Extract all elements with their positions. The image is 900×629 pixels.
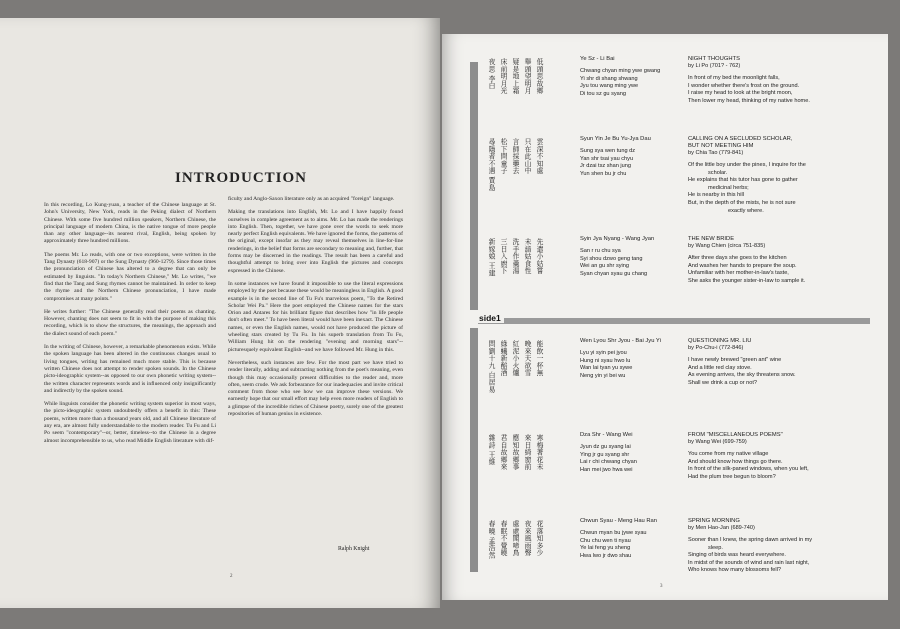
chinese-column: 處處聞啼鳥 — [511, 520, 518, 557]
chinese-column: 春眠不覺曉 — [499, 520, 506, 557]
romanized-title: Syin Jya Nyang - Wang Jyan — [580, 236, 655, 242]
intro-column-2 — [228, 196, 403, 424]
chinese-column: 低頭思故鄉 — [535, 58, 542, 95]
english-line: scholar. — [708, 169, 728, 176]
english-line: Unfamiliar with her mother-in-law's taste, — [688, 270, 789, 277]
chinese-column: 君自故鄉來 — [499, 434, 506, 471]
chinese-column: 只在此山中 — [523, 138, 530, 175]
romanized-line: Hung ni syau hwo lu — [580, 357, 631, 364]
chinese-column: 新嫁娘 王建 — [487, 238, 494, 277]
english-lines — [688, 357, 796, 387]
chinese-column: 應知故鄉事 — [511, 434, 518, 471]
paragraph: The poems Mr. Lo reads, with one or two exceptions, were written in the Tang Dynasty (618-907) or the Sung Dynasty (960-1279). Since those times the pronunciation of Chinese has altered to a degree that can only be estimated by linguists. "In today's Northern Chinese," Mr. Lo writes, "we find that the Tang and Sung rhymes cannot be maintained. In order to keep the rhyme and the Northern Chinese pronunciation, I have made compromises at many points." — [44, 251, 216, 302]
poem-entry — [478, 518, 878, 608]
romanized-title: Chwun Syau - Meng Hau Ran — [580, 518, 658, 524]
introduction-title: INTRODUCTION — [175, 170, 308, 186]
page-number-right: 3 — [660, 584, 663, 589]
romanized-line: Syi shou dzwo geng tang — [580, 255, 643, 262]
poem-entry — [478, 338, 878, 428]
english-line: I wonder whether there's frost on the ground. — [688, 82, 800, 89]
chinese-column: 尋隱者不遇 賈島 — [487, 138, 494, 192]
romanized-line: Jr dzai tsz shan jung — [580, 163, 631, 170]
english-lines — [688, 162, 806, 215]
paragraph: ficulty and Anglo-Saxon literature only as an acquired "foreign" language. — [228, 196, 395, 202]
english-line: sleep. — [708, 544, 723, 551]
poem-entry — [478, 56, 878, 146]
english-title-line: CALLING ON A SECLUDED SCHOLAR, — [688, 136, 793, 142]
english-title-line: BUT NOT MEETING HIM — [688, 143, 754, 149]
chinese-text — [486, 434, 542, 471]
romanized-lines — [580, 444, 637, 474]
chinese-column: 先遣小姑嘗 — [535, 238, 542, 275]
english-line: He explains that his tutor has gone to gather — [688, 177, 798, 184]
english-line: In front of the silk-paned windows, when you left, — [688, 466, 809, 473]
english-line: Singing of birds was heard everywhere. — [688, 552, 786, 559]
english-line: But, in the depth of the mists, he is not sure — [688, 199, 796, 206]
english-line: You come from my native village — [688, 451, 769, 457]
side-rule-top — [470, 62, 478, 310]
intro-column-1 — [44, 202, 216, 451]
chinese-column: 晚來天欲雪 — [523, 340, 530, 377]
english-title — [688, 432, 783, 439]
paragraph: In the writing of Chinese, however, a remarkable phenomenon exists. While the spoken language has been altered in the continuous changes usual to living tongues, writing has remained much more stable. This is because written Chinese does not attempt to render spoken sounds. In the Chinese picto-ideographic system--as opposed to our own phonetic writing system--the written character represents words and is influenced only insignificantly and indirectly by the spoken sound. — [44, 344, 216, 394]
poem-entry — [478, 432, 878, 522]
romanized-line: Jyun dz gu syang lai — [580, 444, 631, 450]
english-line: After three days she goes to the kitchen — [688, 255, 787, 261]
chinese-column: 綠蟻新醅酒 — [499, 340, 506, 377]
chinese-column: 言師採藥去 — [511, 138, 518, 175]
poem-entry — [478, 136, 878, 226]
romanized-line: Chwun myan bu jywe syau — [580, 530, 647, 536]
chinese-column: 床前明月光 — [499, 58, 506, 95]
romanized-title: Wen Lyou Shr Jyou - Bai Jyu Yi — [580, 338, 661, 344]
chinese-text — [486, 520, 542, 559]
romanized-line: Chu chu wen ti nyau — [580, 537, 631, 544]
english-line: exactly where. — [728, 207, 764, 214]
chinese-column: 松下問童子 — [499, 138, 506, 175]
english-line: As evening arrives, the sky threatens snow. — [688, 372, 796, 379]
chinese-column: 花落知多少 — [535, 520, 542, 557]
english-line: I have newly brewed "green ant" wine — [688, 357, 782, 363]
romanized-lines — [580, 248, 647, 278]
romanized-line: Yi shr di shang shwang — [580, 75, 638, 82]
romanized-line: Ye lai feng yu sheng — [580, 545, 631, 552]
english-line: Shall we drink a cup or not? — [688, 379, 758, 386]
english-author: by Wang Chien (circa 751-835) — [688, 243, 766, 249]
english-title-line: FROM "MISCELLANEOUS POEMS" — [688, 432, 783, 438]
paragraph: While linguists consider the phonetic writing system superior in most ways, the picto-ideographic system undoubtedly offers a benefit in this: These poems, written more than a thousand years old, and all Chinese literature of any era, are almost fully understandable to the modern reader. Tu Fu and Li Po seem "contemporary"--or, better, timeless--to the Chinese in a degree almost incomprehensible to us, who read Middle English literature with dif- — [44, 401, 216, 444]
chinese-column: 未諳姑食性 — [523, 238, 530, 275]
chinese-column: 春曉 孟浩然 — [487, 520, 494, 559]
english-title — [688, 136, 792, 150]
english-title — [688, 236, 734, 243]
chinese-column: 三日入廚下 — [499, 238, 506, 275]
romanized-lines — [580, 530, 647, 560]
romanized-line: San r ru chu sya — [580, 248, 621, 254]
english-line: Who knows how many blossoms fell? — [688, 567, 781, 574]
english-line: Then lower my head, thinking of my native home. — [688, 97, 810, 104]
english-line: medicinal herbs; — [708, 184, 749, 191]
romanized-line: Di tou sz gu syang — [580, 90, 627, 97]
chinese-column: 夜來風雨聲 — [523, 520, 530, 557]
page-number-left: 2 — [230, 574, 233, 579]
chinese-column: 舉頭望明月 — [523, 58, 530, 95]
romanized-line: Chwang chyan ming ywe gwang — [580, 68, 661, 74]
english-line: I raise my head to look at the bright moon, — [688, 90, 793, 97]
romanized-title: Ye Sz - Li Bai — [580, 56, 615, 62]
english-title-line: NIGHT THOUGHTS — [688, 56, 740, 62]
poem-entry — [478, 236, 878, 326]
romanized-line: Han mei jwo hwa wei — [580, 466, 633, 473]
english-author: by Men Hao-Jan (689-740) — [688, 525, 755, 531]
english-author: by Li Po (701? - 762) — [688, 63, 741, 69]
chinese-column: 疑是地上霜 — [511, 58, 518, 95]
chinese-column: 來日綺窗前 — [523, 434, 530, 471]
romanized-line: Wei an gu shr sying — [580, 263, 630, 270]
english-line: Sooner than I knew, the spring dawn arrived in my — [688, 537, 813, 543]
english-line: He is nearby in this hill — [688, 192, 744, 199]
chinese-column: 夜思 李白 — [487, 58, 494, 90]
signature: Ralph Knight — [338, 546, 370, 552]
english-lines — [688, 75, 810, 105]
english-lines — [688, 255, 805, 285]
english-title — [688, 56, 740, 63]
side-rule-bottom — [470, 328, 478, 572]
english-title-line: SPRING MORNING — [688, 518, 740, 524]
english-line: She asks the younger sister-in-law to sample it. — [688, 277, 806, 284]
chinese-text — [486, 58, 542, 95]
romanized-title: Syun Yin Je Bu Yu-Jya Dau — [580, 136, 651, 142]
paragraph: Making the translations into English, Mr. Lo and I have happily found ourselves in complete agreement as to aims. Mr. Lo has made the renderings into English. Then, together, we have gone over the words to seek more nearly perfect English equivalents. We have ignored the forms, the patterns of the original, except insofar as they may reveal themselves in line-for-line renderings, in the belief that forms are secondary to meaning and, further, that forms may be discerned in the readings. The result has been a careful and thoughtful attempt to bring over into English the pictures and concepts expressed in the Chinese. — [228, 209, 403, 274]
english-title-line: THE NEW BRIDE — [688, 236, 735, 242]
romanized-line: Neng yin yi bei wu — [580, 372, 626, 379]
chinese-column: 能飲一杯無 — [535, 340, 542, 377]
english-line: And washes her hands to prepare the soup. — [688, 262, 797, 269]
english-author: by Wang Wei (699-759) — [688, 439, 747, 445]
english-line: And a little red clay stove. — [688, 364, 752, 371]
romanized-line: Lyu yi syin pei jyou — [580, 350, 627, 356]
chinese-column: 紅泥小火爐 — [511, 340, 518, 377]
romanized-line: Yan shr tsai yau chyu — [580, 155, 634, 162]
romanized-lines — [580, 68, 660, 98]
chinese-text — [486, 340, 542, 393]
english-line: And should know how things go there. — [688, 458, 783, 465]
chinese-column: 雲深不知處 — [535, 138, 542, 175]
paragraph: He writes further: "The Chinese generally read their poems as chanting. However, chanting does not seem to fit in with the purpose of making this recording, which is to show the structures, the meanings, the approach and the dialect sound of each poem." — [44, 308, 216, 337]
english-line: Had the plum tree begun to bloom? — [688, 473, 776, 480]
chinese-column: 寒梅著花未 — [535, 434, 542, 471]
romanized-line: Syan chyan syau gu chang — [580, 270, 648, 277]
romanized-line: Wan lai tyan yu sywe — [580, 365, 633, 372]
paragraph: In some instances we have found it impossible to use the literal expressions employed by the poet because these would be meaningless in English. A good example is in the second line of Tu Fu's marvelous poem, "To the Retired Scholar Wei Pa." Here the poet employed the Chinese names for the stars Orion and Antares for his brilliant figure that describes how "in life people don't often meet." To have been literal would have been inexact. The Chinese names, or even the English names, would not have produced the picture of wheeling stars created by Tu Fu. In his superb translation from Tu Fu, William Hung hit on the rendering "evening and morning stars"--picturesquely equivalent English--and we have followed Mr. Hung in this. — [228, 280, 403, 353]
chinese-text — [486, 138, 542, 191]
romanized-lines — [580, 350, 632, 380]
english-author: by Chia Tao (779-841) — [688, 150, 744, 156]
romanized-line: Hwa lwo jr dwo shau — [580, 552, 632, 559]
english-lines — [688, 537, 812, 575]
side-label: side1 — [478, 313, 504, 323]
chinese-text — [486, 238, 542, 277]
chinese-column: 問劉十九 白居易 — [487, 340, 494, 394]
english-line: In midst of the sounds of wind and rain last night, — [688, 559, 810, 566]
chinese-column: 雜詩 王維 — [487, 434, 494, 466]
english-title-line: QUESTIONING MR. LIU — [688, 338, 752, 344]
english-line: In front of my bed the moonlight falls, — [688, 75, 780, 81]
chinese-column: 洗手作羹湯 — [511, 238, 518, 275]
english-line: Of the little boy under the pines, I inquire for the — [688, 162, 806, 168]
romanized-title: Dza Shr - Wang Wei — [580, 432, 633, 438]
english-title — [688, 338, 751, 345]
romanized-lines — [580, 148, 635, 178]
romanized-line: Jyu tou wang ming ywe — [580, 83, 639, 90]
romanized-line: Lai r chi chwang chyan — [580, 459, 637, 466]
romanized-line: Sung sya wen tung dz — [580, 148, 636, 154]
english-author: by Po-Chu-i (772-846) — [688, 345, 744, 351]
english-title — [688, 518, 740, 525]
english-lines — [688, 451, 809, 481]
paragraph: Nevertheless, such instances are few. For the most part we have tried to render literally, adding and subtracting nothing from the poet's meaning, even though this may occasionally present difficulties to the reader and, more often, seem crude. We ask forbearance for our inadequacies and invite critical comment from those who see how we can improve these versions. We earnestly hope that our small effort may help even more readers of English to a glimpse of the incredible riches of Chinese poetry, surely one of the greatest repositories of human genius in existence. — [228, 359, 403, 418]
romanized-line: Ying jr gu syang shr — [580, 451, 630, 458]
romanized-line: Yun shen bu jr chu — [580, 170, 627, 177]
paragraph: In this recording, Lo Kung-yuan, a teacher of the Chinese language at St. John's University, New York, reads in the Peking dialect of Northern Chinese. With some five hundred million speakers, Northern Chinese, the principal language of modern China, is the native tongue of more people than any other language--its nearest rival, English, being spoken by approximately three hundred millions. — [44, 202, 216, 245]
